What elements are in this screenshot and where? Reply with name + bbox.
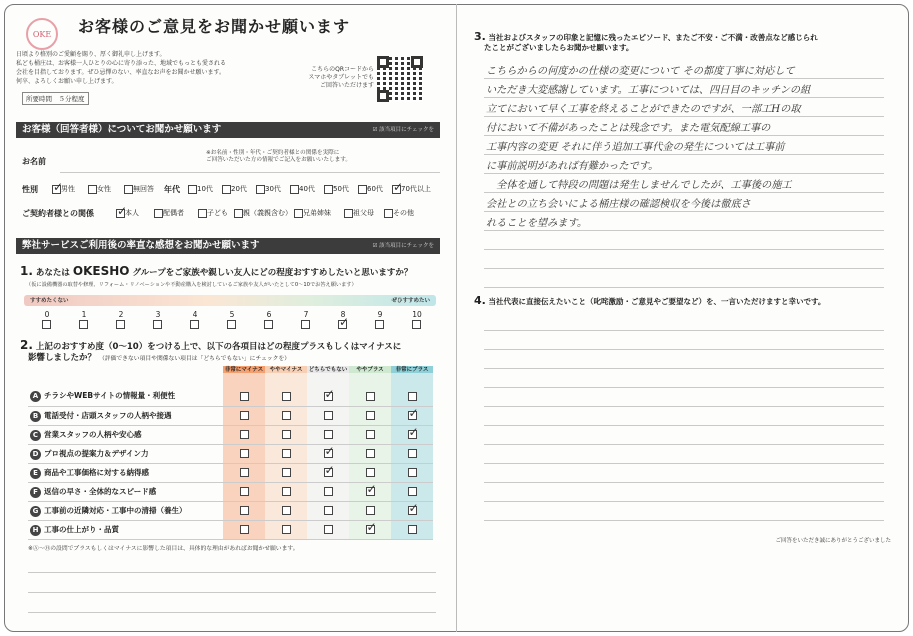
option-label: 50代: [333, 185, 349, 193]
time-required-badge: 所要時間 ５分程度: [22, 92, 89, 105]
checkbox[interactable]: [198, 209, 207, 218]
item-label: 電話受付・店頭スタッフの人柄や接遇: [44, 410, 172, 420]
rating-cell: [391, 520, 433, 539]
handwritten-line: れることを望みます。: [486, 218, 588, 229]
item-label-cell: [28, 463, 223, 482]
rating-footnote: ※Ⓐ〜Ⓗの設問でプラスもしくはマイナスに影響した項目は、具体的な理由があればお聞かせ願います。: [28, 546, 299, 552]
scale-checkbox-1[interactable]: [79, 320, 88, 329]
rating-checkbox[interactable]: [282, 392, 291, 401]
rating-checkbox[interactable]: [366, 487, 375, 496]
checkbox[interactable]: [188, 185, 197, 194]
scale-checkbox-8[interactable]: [338, 320, 347, 329]
qr-note-line: スマホやタブレットでも: [308, 74, 374, 81]
scale-number: 5: [229, 310, 235, 319]
item-letter-badge: F: [30, 487, 41, 498]
rating-checkbox[interactable]: [324, 411, 333, 420]
option-0[interactable]: [116, 208, 139, 218]
column-header: ややプラス: [349, 366, 391, 373]
item-label-cell: [28, 387, 223, 406]
table-row: [28, 501, 433, 520]
answer-line[interactable]: [484, 97, 884, 98]
item-letter-badge: H: [30, 525, 41, 536]
item-letter-badge: G: [30, 506, 41, 517]
qr-note-line: こちらのQRコードから: [311, 66, 374, 73]
scale-number: 6: [266, 310, 272, 319]
intro-line: 日頃より格別のご愛顧を賜り、厚く御礼申し上げます。: [16, 51, 166, 58]
checkbox[interactable]: [52, 185, 61, 194]
option-label: 本人: [125, 209, 139, 217]
handwritten-line: 全体を通して特段の問題は発生しませんでしたが、工事後の施工: [486, 180, 792, 191]
checkbox[interactable]: [358, 185, 367, 194]
question-1: [20, 266, 412, 279]
option-2[interactable]: [198, 208, 228, 218]
rating-checkbox[interactable]: [408, 430, 417, 439]
rating-cell: [265, 387, 307, 406]
item-label: 営業スタッフの人柄や安心感: [44, 429, 142, 439]
recommend-scale-bar: [24, 295, 436, 306]
handwritten-line: こちらからの何度かの仕様の変更について その都度丁寧に対応して: [486, 66, 795, 77]
rating-cell: [223, 406, 265, 425]
brand-name: OKESHO: [72, 264, 130, 278]
option-label: 無回答: [133, 185, 154, 193]
scale-checkbox-0[interactable]: [42, 320, 51, 329]
rating-cell: [349, 406, 391, 425]
name-note-line: ※お名前・性別・年代・ご契約者様との関係を実際に: [206, 150, 340, 156]
checkbox[interactable]: [324, 185, 333, 194]
checkbox[interactable]: [154, 209, 163, 218]
answer-line[interactable]: [484, 406, 884, 407]
intro-line: 私ども桶庄は、お客様一人ひとりの心に寄り添った、地域でもっとも愛される: [16, 60, 227, 67]
question-number: 4.: [474, 294, 486, 307]
item-label-cell: [28, 520, 223, 539]
table-row: [28, 482, 433, 501]
rating-checkbox[interactable]: [240, 392, 249, 401]
rating-checkbox[interactable]: [282, 468, 291, 477]
rating-checkbox[interactable]: [282, 411, 291, 420]
rating-cell: [349, 520, 391, 539]
option-3[interactable]: [234, 208, 292, 218]
rating-checkbox[interactable]: [408, 506, 417, 515]
rating-checkbox[interactable]: [282, 449, 291, 458]
rating-table: [28, 368, 433, 540]
checkbox[interactable]: [222, 185, 231, 194]
rating-checkbox[interactable]: [240, 468, 249, 477]
answer-line[interactable]: [484, 268, 884, 269]
rating-checkbox[interactable]: [366, 392, 375, 401]
answer-line[interactable]: [484, 425, 884, 426]
rating-checkbox[interactable]: [324, 392, 333, 401]
item-label: 返信の早さ・全体的なスピード感: [44, 486, 157, 496]
rating-checkbox[interactable]: [240, 449, 249, 458]
question-text: グループをご家族や親しい友人にどの程度おすすめしたいと思いますか？: [132, 268, 413, 278]
question-text: 上記のおすすめ度（0〜10）をつける上で、以下の各項目はどの程度プラスもしくはマイナスに: [35, 342, 402, 352]
name-field-line[interactable]: [60, 172, 440, 173]
rating-cell: [265, 482, 307, 501]
answer-line[interactable]: [484, 330, 884, 331]
handwritten-line: に事前説明があれば有難かったです。: [486, 161, 659, 172]
rating-cell: [223, 387, 265, 406]
relation-label: ご契約者様との関係: [22, 209, 94, 218]
checkbox[interactable]: [384, 209, 393, 218]
checkbox[interactable]: [344, 209, 353, 218]
item-label-cell: [28, 406, 223, 425]
table-row: [28, 444, 433, 463]
option-label: 30代: [265, 185, 281, 193]
scale-number: 3: [155, 310, 161, 319]
question-text: あなたは: [35, 268, 70, 278]
answer-line[interactable]: [484, 520, 884, 521]
item-label: 商品や工事価格に対する納得感: [44, 467, 149, 477]
handwritten-line: 会社との立ち会いによる桶庄様の確認検収を今後は徹底さ: [486, 199, 751, 210]
scale-checkbox-10[interactable]: [412, 320, 421, 329]
question-2-note: （評価できない項目や関係ない項目は「どちらでもない」にチェックを）: [98, 356, 291, 362]
rating-cell: [391, 444, 433, 463]
answer-line[interactable]: [28, 592, 436, 593]
option-5[interactable]: [358, 184, 383, 194]
rating-checkbox[interactable]: [282, 525, 291, 534]
scale-high-label: ぜひすすめたい: [391, 298, 430, 304]
rating-checkbox[interactable]: [282, 430, 291, 439]
question-number: 2.: [20, 338, 33, 352]
scale-checkbox-4[interactable]: [190, 320, 199, 329]
rating-cell: [307, 463, 349, 482]
rating-cell: [307, 501, 349, 520]
logo: OKE: [26, 18, 58, 50]
rating-cell: [265, 501, 307, 520]
rating-cell: [223, 463, 265, 482]
name-label: お名前: [22, 157, 46, 166]
scale-checkbox-9[interactable]: [375, 320, 384, 329]
table-row: [28, 463, 433, 482]
item-label: 工事の仕上がり・品質: [44, 524, 119, 534]
rating-cell: [223, 444, 265, 463]
rating-checkbox[interactable]: [324, 506, 333, 515]
checkbox[interactable]: [290, 185, 299, 194]
option-label: 70代以上: [401, 185, 431, 193]
option-6[interactable]: [392, 184, 431, 194]
option-label: 20代: [231, 185, 247, 193]
customer-section-header: [16, 122, 440, 138]
rating-cell: [265, 463, 307, 482]
answer-line[interactable]: [484, 211, 884, 212]
rating-cell: [223, 520, 265, 539]
qr-note-line: ご回答いただけます: [319, 82, 374, 89]
thanks-message: ご回答をいただき誠にありがとうございました: [775, 538, 891, 544]
item-label-cell: [28, 482, 223, 501]
handwritten-line: 工事内容の変更 それに伴う追加工事代金の発生については工事前: [486, 142, 785, 153]
rating-checkbox[interactable]: [408, 525, 417, 534]
rating-cell: [349, 482, 391, 501]
table-row: [28, 425, 433, 444]
checkbox[interactable]: [234, 209, 243, 218]
checkbox[interactable]: [392, 185, 401, 194]
option-1[interactable]: [222, 184, 247, 194]
rating-cell: [349, 444, 391, 463]
rating-checkbox[interactable]: [324, 525, 333, 534]
table-header-spacer: [28, 368, 433, 387]
age-label: 年代: [164, 185, 180, 194]
column-header: 非常にプラス: [391, 366, 433, 373]
rating-checkbox[interactable]: [324, 468, 333, 477]
rating-checkbox[interactable]: [366, 506, 375, 515]
question-1-note: （仮に設備機器の取替や修理、リフォーム・リノベーションや不動産購入を検討しているご家族や友人がいたとして0〜10でお答え願います）: [26, 282, 357, 288]
rating-checkbox[interactable]: [366, 525, 375, 534]
option-2[interactable]: [124, 184, 154, 194]
rating-checkbox[interactable]: [240, 506, 249, 515]
option-3[interactable]: [290, 184, 315, 194]
check-note: ☑ 該当項目にチェックを: [372, 238, 434, 254]
item-label-cell: [28, 425, 223, 444]
intro-line: 会社を目指しております。ぜひ忌憚のない、率直なお声をお聞かせ願います。: [16, 69, 226, 76]
rating-checkbox[interactable]: [408, 487, 417, 496]
scale-number: 1: [81, 310, 87, 319]
handwritten-line: 付において不備があったことは残念です。また電気配線工事の: [486, 123, 771, 134]
item-letter-badge: C: [30, 430, 41, 441]
rating-cell: [349, 387, 391, 406]
rating-checkbox[interactable]: [282, 506, 291, 515]
answer-line[interactable]: [484, 368, 884, 369]
answer-line[interactable]: [484, 349, 884, 350]
option-1[interactable]: [88, 184, 111, 194]
rating-checkbox[interactable]: [408, 449, 417, 458]
option-label: 子ども: [207, 209, 228, 217]
question-number: 1.: [20, 264, 33, 278]
answer-line[interactable]: [484, 387, 884, 388]
rating-checkbox[interactable]: [408, 411, 417, 420]
question-text: 影響しましたか？: [28, 353, 97, 363]
scale-number: 0: [44, 310, 50, 319]
option-4[interactable]: [324, 184, 349, 194]
checkbox[interactable]: [88, 185, 97, 194]
answer-line[interactable]: [28, 612, 436, 613]
rating-checkbox[interactable]: [324, 449, 333, 458]
option-4[interactable]: [294, 208, 331, 218]
answer-line[interactable]: [484, 444, 884, 445]
item-label: 工事前の近隣対応・工事中の清掃（養生）: [44, 505, 187, 515]
section-title: 弊社サービスご利用後の率直な感想をお聞かせ願います: [22, 240, 260, 251]
rating-cell: [391, 387, 433, 406]
rating-checkbox[interactable]: [324, 487, 333, 496]
service-section-header: [16, 238, 440, 254]
question-text: 当社およびスタッフの印象と記憶に残ったエピソード、またご不安・ご不満・改善点など感じられ: [488, 33, 818, 42]
option-6[interactable]: [384, 208, 414, 218]
item-label-cell: [28, 501, 223, 520]
item-letter-badge: E: [30, 468, 41, 479]
option-label: 10代: [197, 185, 213, 193]
name-note: [206, 150, 351, 164]
rating-cell: [307, 520, 349, 539]
scale-number: 10: [412, 310, 422, 319]
answer-line[interactable]: [484, 135, 884, 136]
option-2[interactable]: [256, 184, 281, 194]
question-text: 当社代表に直接伝えたいこと（叱咤激励・ご意見やご要望など）を、一言いただけますと幸いです。: [488, 297, 826, 306]
rating-cell: [307, 482, 349, 501]
item-letter-badge: D: [30, 449, 41, 460]
rating-cell: [223, 425, 265, 444]
rating-cell: [223, 482, 265, 501]
table-row: [28, 387, 433, 406]
rating-cell: [307, 406, 349, 425]
rating-cell: [349, 463, 391, 482]
checkbox[interactable]: [116, 209, 125, 218]
checkbox[interactable]: [294, 209, 303, 218]
rating-cell: [349, 501, 391, 520]
item-letter-badge: B: [30, 411, 41, 422]
rating-cell: [223, 501, 265, 520]
checkbox[interactable]: [256, 185, 265, 194]
option-label: 祖父母: [353, 209, 374, 217]
column-header: 非常にマイナス: [224, 367, 264, 373]
option-0[interactable]: [52, 184, 75, 194]
table-row: [28, 520, 433, 539]
answer-line[interactable]: [484, 501, 884, 502]
answer-line[interactable]: [484, 463, 884, 464]
rating-checkbox[interactable]: [366, 449, 375, 458]
rating-cell: [307, 425, 349, 444]
question-4: [474, 296, 825, 307]
option-label: 配偶者: [163, 209, 184, 217]
gender-label: 性別: [22, 185, 38, 194]
rating-checkbox[interactable]: [240, 487, 249, 496]
item-label-cell: [28, 444, 223, 463]
answer-line[interactable]: [484, 154, 884, 155]
rating-cell: [307, 444, 349, 463]
qr-code-icon[interactable]: [377, 56, 423, 102]
rating-checkbox[interactable]: [240, 525, 249, 534]
column-header: ややマイナス: [265, 366, 307, 373]
question-2: [20, 340, 401, 365]
rating-checkbox[interactable]: [366, 468, 375, 477]
rating-cell: [391, 482, 433, 501]
item-letter-badge: A: [30, 391, 41, 402]
option-5[interactable]: [344, 208, 374, 218]
option-label: 女性: [97, 185, 111, 193]
intro-text: [16, 50, 296, 86]
scale-number: 4: [192, 310, 198, 319]
question-number: 3.: [474, 30, 486, 43]
answer-line[interactable]: [484, 287, 884, 288]
option-0[interactable]: [188, 184, 213, 194]
rating-cell: [391, 501, 433, 520]
rating-checkbox[interactable]: [408, 392, 417, 401]
option-label: 40代: [299, 185, 315, 193]
rating-checkbox[interactable]: [240, 430, 249, 439]
column-header: どちらでもない: [308, 367, 348, 373]
qr-note: [290, 66, 374, 90]
item-label: チラシやWEBサイトの情報量・利便性: [44, 391, 176, 401]
rating-checkbox[interactable]: [240, 411, 249, 420]
page-title: お客様のご意見をお聞かせ願います: [78, 17, 351, 36]
name-note-line: ご回答いただいた方の情報でご記入をお願いいたします。: [206, 157, 351, 163]
scale-checkbox-3[interactable]: [153, 320, 162, 329]
checkbox[interactable]: [124, 185, 133, 194]
scale-checkbox-6[interactable]: [264, 320, 273, 329]
page-fold: [456, 4, 457, 632]
scale-number: 2: [118, 310, 124, 319]
rating-checkbox[interactable]: [366, 411, 375, 420]
rating-cell: [265, 520, 307, 539]
answer-line[interactable]: [484, 78, 884, 79]
answer-line[interactable]: [484, 192, 884, 193]
rating-checkbox[interactable]: [282, 487, 291, 496]
answer-line[interactable]: [484, 173, 884, 174]
answer-line[interactable]: [484, 116, 884, 117]
rating-cell: [307, 387, 349, 406]
rating-cell: [349, 425, 391, 444]
scale-low-label: すすめたくない: [30, 298, 69, 304]
answer-line[interactable]: [484, 249, 884, 250]
scale-number: 7: [303, 310, 309, 319]
option-label: 親（義親含む）: [243, 209, 292, 217]
rating-cell: [391, 425, 433, 444]
item-label: プロ視点の提案力＆デザイン力: [44, 448, 149, 458]
scale-checkbox-7[interactable]: [301, 320, 310, 329]
answer-line[interactable]: [484, 230, 884, 231]
answer-line[interactable]: [28, 572, 436, 573]
option-1[interactable]: [154, 208, 184, 218]
handwritten-line: いただき大変感謝しています。工事については、四日目のキッチンの組: [486, 85, 811, 96]
option-label: 兄弟姉妹: [303, 209, 331, 217]
intro-line: 何卒、よろしくお願い申し上げます。: [16, 78, 118, 85]
rating-cell: [265, 406, 307, 425]
question-3: [474, 32, 818, 53]
check-note: ☑ 該当項目にチェックを: [372, 122, 434, 138]
rating-checkbox[interactable]: [366, 430, 375, 439]
scale-checkbox-2[interactable]: [116, 320, 125, 329]
table-row: [28, 406, 433, 425]
rating-cell: [265, 425, 307, 444]
option-label: 60代: [367, 185, 383, 193]
scale-checkbox-5[interactable]: [227, 320, 236, 329]
option-label: 男性: [61, 185, 75, 193]
scale-number: 9: [377, 310, 383, 319]
rating-checkbox[interactable]: [408, 468, 417, 477]
section-title: お客様（回答者様）についてお聞かせ願います: [22, 124, 222, 135]
rating-cell: [391, 463, 433, 482]
rating-checkbox[interactable]: [324, 430, 333, 439]
question-text: たことがございましたらお聞かせ願います。: [484, 43, 634, 52]
handwritten-line: 立てにおいて早く工事を終えることができたのですが、一部工Hの取: [486, 104, 801, 115]
option-label: その他: [393, 209, 414, 217]
rating-cell: [391, 406, 433, 425]
rating-cell: [265, 444, 307, 463]
answer-line[interactable]: [484, 482, 884, 483]
